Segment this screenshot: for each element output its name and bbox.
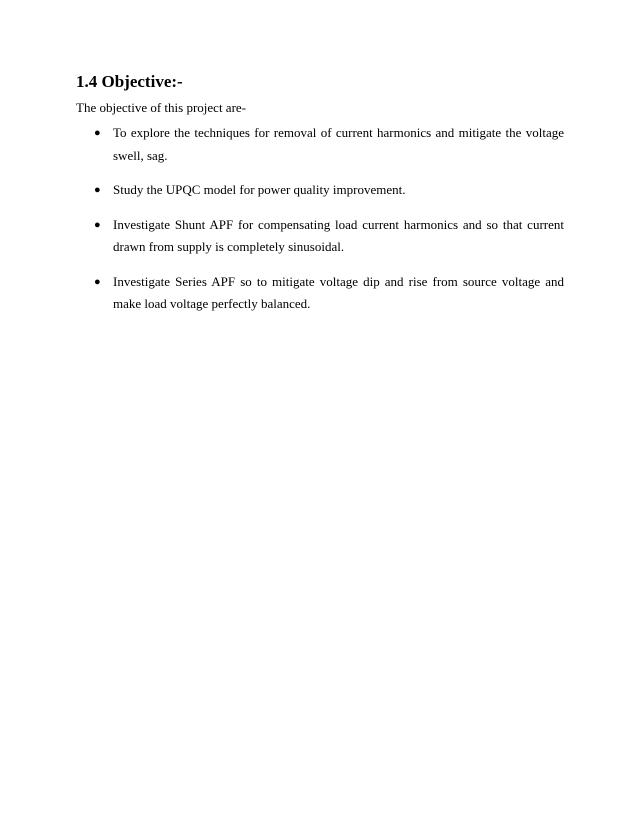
list-item — [94, 122, 564, 167]
list-item — [94, 214, 564, 259]
bullet-icon: ● — [94, 275, 101, 288]
list-item — [94, 179, 564, 202]
section-heading: 1.4 Objective:- — [76, 72, 183, 91]
list-item-text: Investigate Series APF so to mitigate voltage dip and rise from source voltage and make load voltage perfectly balanced. — [113, 273, 564, 311]
list-item-text: Study the UPQC model for power quality improvement. — [113, 182, 406, 197]
list-item-text: Investigate Shunt APF for compensating load current harmonics and so that current drawn from supply is completely sinusoidal. — [113, 216, 564, 254]
list-item — [94, 271, 564, 316]
list-item-text: To explore the techniques for removal of current harmonics and mitigate the voltage swell, sag. — [113, 125, 564, 163]
bullet-icon: ● — [94, 127, 101, 139]
objectives-list — [94, 122, 564, 328]
bullet-icon: ● — [94, 184, 101, 196]
bullet-icon: ● — [94, 218, 101, 231]
intro-text: The objective of this project are- — [76, 100, 247, 115]
